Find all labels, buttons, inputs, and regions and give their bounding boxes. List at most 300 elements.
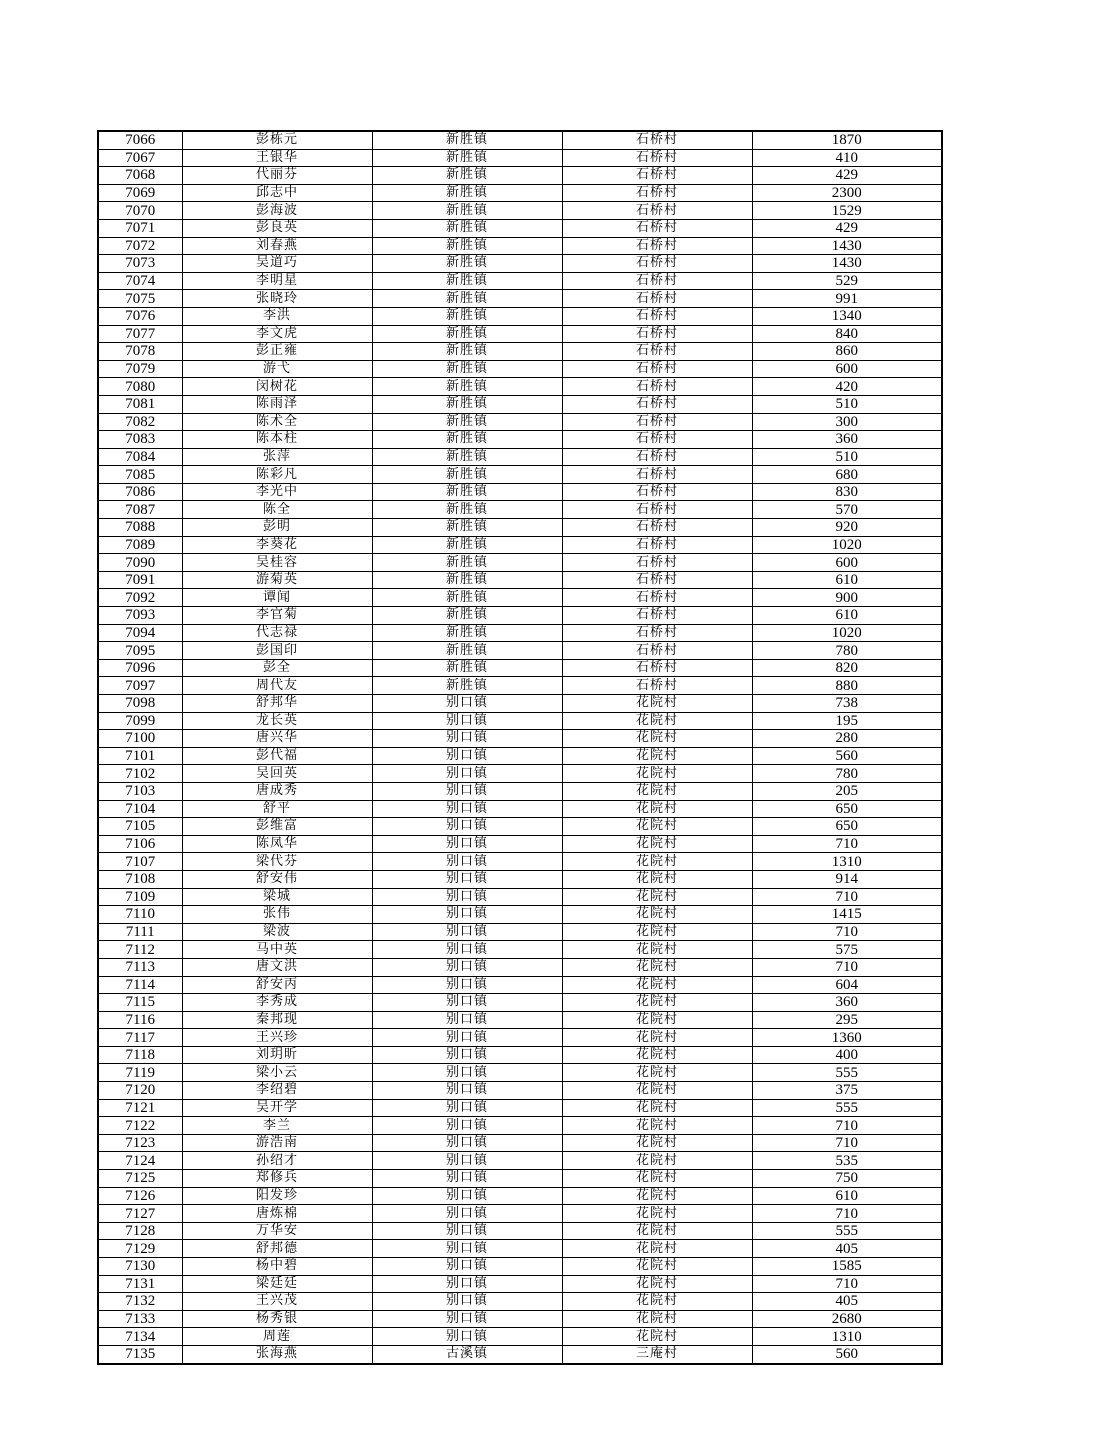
cell-number: 7087 <box>98 501 182 519</box>
cell-amount: 840 <box>752 325 942 343</box>
cell-number: 7132 <box>98 1293 182 1311</box>
table-row <box>98 1170 942 1188</box>
cell-name: 邱志中 <box>182 184 372 202</box>
cell-town: 别口镇 <box>372 958 562 976</box>
cell-name: 刘春燕 <box>182 237 372 255</box>
cell-village: 石桥村 <box>562 325 752 343</box>
cell-name: 李光中 <box>182 483 372 501</box>
cell-name: 吴桂容 <box>182 554 372 572</box>
cell-village: 花院村 <box>562 1222 752 1240</box>
cell-number: 7098 <box>98 695 182 713</box>
cell-town: 别口镇 <box>372 923 562 941</box>
cell-number: 7084 <box>98 448 182 466</box>
cell-village: 花院村 <box>562 994 752 1012</box>
table-row <box>98 255 942 273</box>
cell-amount: 710 <box>752 1134 942 1152</box>
cell-amount: 920 <box>752 519 942 537</box>
cell-amount: 555 <box>752 1064 942 1082</box>
cell-name: 周代友 <box>182 677 372 695</box>
cell-number: 7067 <box>98 149 182 167</box>
cell-amount: 375 <box>752 1082 942 1100</box>
cell-name: 李兰 <box>182 1117 372 1135</box>
cell-name: 万华安 <box>182 1222 372 1240</box>
cell-name: 陈全 <box>182 501 372 519</box>
cell-name: 李洪 <box>182 307 372 325</box>
cell-number: 7131 <box>98 1275 182 1293</box>
cell-number: 7095 <box>98 642 182 660</box>
table-row <box>98 325 942 343</box>
cell-village: 花院村 <box>562 712 752 730</box>
cell-number: 7090 <box>98 554 182 572</box>
cell-name: 唐成秀 <box>182 782 372 800</box>
cell-name: 彭良英 <box>182 219 372 237</box>
cell-village: 石桥村 <box>562 184 752 202</box>
cell-village: 花院村 <box>562 1011 752 1029</box>
cell-amount: 710 <box>752 1275 942 1293</box>
cell-village: 花院村 <box>562 1205 752 1223</box>
cell-town: 别口镇 <box>372 712 562 730</box>
cell-number: 7099 <box>98 712 182 730</box>
cell-town: 别口镇 <box>372 1328 562 1346</box>
cell-name: 梁代芬 <box>182 853 372 871</box>
table-row <box>98 1345 942 1363</box>
cell-village: 石桥村 <box>562 536 752 554</box>
cell-village: 花院村 <box>562 1187 752 1205</box>
cell-village: 花院村 <box>562 1328 752 1346</box>
cell-number: 7075 <box>98 290 182 308</box>
table-row <box>98 1222 942 1240</box>
cell-village: 石桥村 <box>562 131 752 149</box>
table-row <box>98 782 942 800</box>
cell-name: 李明星 <box>182 272 372 290</box>
cell-village: 石桥村 <box>562 307 752 325</box>
cell-name: 张海燕 <box>182 1345 372 1363</box>
cell-number: 7119 <box>98 1064 182 1082</box>
cell-number: 7082 <box>98 413 182 431</box>
cell-town: 新胜镇 <box>372 659 562 677</box>
cell-town: 别口镇 <box>372 1082 562 1100</box>
table-row <box>98 184 942 202</box>
cell-town: 别口镇 <box>372 1187 562 1205</box>
cell-town: 别口镇 <box>372 1011 562 1029</box>
cell-number: 7118 <box>98 1046 182 1064</box>
cell-number: 7068 <box>98 167 182 185</box>
cell-amount: 560 <box>752 1345 942 1363</box>
cell-name: 阳发珍 <box>182 1187 372 1205</box>
cell-amount: 680 <box>752 466 942 484</box>
cell-amount: 295 <box>752 1011 942 1029</box>
cell-village: 石桥村 <box>562 202 752 220</box>
cell-village: 石桥村 <box>562 519 752 537</box>
cell-town: 新胜镇 <box>372 483 562 501</box>
table-row <box>98 413 942 431</box>
cell-number: 7115 <box>98 994 182 1012</box>
cell-village: 石桥村 <box>562 483 752 501</box>
cell-amount: 575 <box>752 941 942 959</box>
cell-amount: 205 <box>752 782 942 800</box>
table-row <box>98 1152 942 1170</box>
table-row <box>98 1205 942 1223</box>
cell-amount: 360 <box>752 431 942 449</box>
cell-name: 王银华 <box>182 149 372 167</box>
cell-amount: 610 <box>752 607 942 625</box>
cell-number: 7094 <box>98 624 182 642</box>
cell-village: 花院村 <box>562 1029 752 1047</box>
cell-village: 石桥村 <box>562 624 752 642</box>
cell-name: 游弋 <box>182 360 372 378</box>
table-row <box>98 131 942 149</box>
cell-number: 7134 <box>98 1328 182 1346</box>
cell-village: 花院村 <box>562 923 752 941</box>
cell-number: 7120 <box>98 1082 182 1100</box>
cell-name: 舒安丙 <box>182 976 372 994</box>
cell-town: 别口镇 <box>372 941 562 959</box>
cell-town: 新胜镇 <box>372 624 562 642</box>
table-row <box>98 519 942 537</box>
cell-town: 新胜镇 <box>372 677 562 695</box>
cell-town: 别口镇 <box>372 800 562 818</box>
cell-name: 周莲 <box>182 1328 372 1346</box>
table-row <box>98 994 942 1012</box>
cell-amount: 610 <box>752 1187 942 1205</box>
cell-number: 7130 <box>98 1258 182 1276</box>
cell-amount: 880 <box>752 677 942 695</box>
cell-town: 新胜镇 <box>372 255 562 273</box>
table-row <box>98 870 942 888</box>
table-row <box>98 677 942 695</box>
cell-amount: 738 <box>752 695 942 713</box>
cell-amount: 2680 <box>752 1310 942 1328</box>
cell-town: 别口镇 <box>372 782 562 800</box>
cell-village: 花院村 <box>562 1134 752 1152</box>
cell-amount: 560 <box>752 747 942 765</box>
table-row <box>98 501 942 519</box>
cell-village: 石桥村 <box>562 607 752 625</box>
cell-amount: 780 <box>752 642 942 660</box>
cell-name: 舒邦华 <box>182 695 372 713</box>
cell-number: 7079 <box>98 360 182 378</box>
cell-village: 石桥村 <box>562 395 752 413</box>
cell-name: 舒平 <box>182 800 372 818</box>
table-row <box>98 1064 942 1082</box>
cell-amount: 555 <box>752 1099 942 1117</box>
cell-number: 7104 <box>98 800 182 818</box>
cell-amount: 750 <box>752 1170 942 1188</box>
cell-number: 7088 <box>98 519 182 537</box>
cell-name: 李官菊 <box>182 607 372 625</box>
table-row <box>98 888 942 906</box>
cell-town: 别口镇 <box>372 747 562 765</box>
cell-number: 7076 <box>98 307 182 325</box>
cell-village: 花院村 <box>562 1046 752 1064</box>
cell-village: 花院村 <box>562 747 752 765</box>
cell-name: 彭海波 <box>182 202 372 220</box>
cell-name: 闵树花 <box>182 378 372 396</box>
cell-town: 新胜镇 <box>372 554 562 572</box>
table-row <box>98 431 942 449</box>
cell-amount: 1529 <box>752 202 942 220</box>
table-row <box>98 536 942 554</box>
cell-amount: 610 <box>752 571 942 589</box>
cell-village: 石桥村 <box>562 571 752 589</box>
cell-amount: 1430 <box>752 255 942 273</box>
cell-town: 别口镇 <box>372 1064 562 1082</box>
cell-village: 石桥村 <box>562 149 752 167</box>
cell-amount: 1020 <box>752 536 942 554</box>
cell-name: 李文虎 <box>182 325 372 343</box>
cell-amount: 360 <box>752 994 942 1012</box>
cell-town: 别口镇 <box>372 1293 562 1311</box>
cell-village: 石桥村 <box>562 237 752 255</box>
cell-town: 别口镇 <box>372 1117 562 1135</box>
cell-number: 7128 <box>98 1222 182 1240</box>
cell-name: 陈本柱 <box>182 431 372 449</box>
cell-amount: 1415 <box>752 906 942 924</box>
cell-town: 别口镇 <box>372 835 562 853</box>
cell-number: 7081 <box>98 395 182 413</box>
cell-number: 7097 <box>98 677 182 695</box>
cell-name: 李葵花 <box>182 536 372 554</box>
cell-village: 花院村 <box>562 800 752 818</box>
cell-town: 新胜镇 <box>372 202 562 220</box>
cell-village: 花院村 <box>562 1099 752 1117</box>
cell-amount: 1310 <box>752 1328 942 1346</box>
cell-town: 别口镇 <box>372 765 562 783</box>
cell-town: 别口镇 <box>372 1099 562 1117</box>
table-row <box>98 1134 942 1152</box>
cell-amount: 710 <box>752 1117 942 1135</box>
table-row <box>98 1275 942 1293</box>
cell-village: 石桥村 <box>562 448 752 466</box>
cell-village: 花院村 <box>562 1293 752 1311</box>
cell-village: 花院村 <box>562 941 752 959</box>
table-row <box>98 571 942 589</box>
cell-town: 新胜镇 <box>372 149 562 167</box>
table-row <box>98 941 942 959</box>
table-row <box>98 607 942 625</box>
table-row <box>98 378 942 396</box>
cell-town: 新胜镇 <box>372 607 562 625</box>
cell-village: 花院村 <box>562 765 752 783</box>
cell-town: 新胜镇 <box>372 466 562 484</box>
cell-number: 7110 <box>98 906 182 924</box>
cell-amount: 535 <box>752 1152 942 1170</box>
table-row <box>98 307 942 325</box>
cell-town: 新胜镇 <box>372 395 562 413</box>
cell-name: 代丽芬 <box>182 167 372 185</box>
cell-number: 7069 <box>98 184 182 202</box>
cell-number: 7086 <box>98 483 182 501</box>
cell-name: 彭代福 <box>182 747 372 765</box>
cell-number: 7125 <box>98 1170 182 1188</box>
cell-name: 吴道巧 <box>182 255 372 273</box>
cell-amount: 820 <box>752 659 942 677</box>
table-row <box>98 1029 942 1047</box>
cell-village: 石桥村 <box>562 413 752 431</box>
cell-town: 别口镇 <box>372 1275 562 1293</box>
table-row <box>98 1117 942 1135</box>
cell-number: 7102 <box>98 765 182 783</box>
cell-name: 梁小云 <box>182 1064 372 1082</box>
cell-village: 石桥村 <box>562 501 752 519</box>
cell-number: 7085 <box>98 466 182 484</box>
cell-number: 7106 <box>98 835 182 853</box>
table-row <box>98 1099 942 1117</box>
cell-name: 张伟 <box>182 906 372 924</box>
cell-town: 新胜镇 <box>372 237 562 255</box>
cell-number: 7092 <box>98 589 182 607</box>
cell-number: 7103 <box>98 782 182 800</box>
cell-amount: 991 <box>752 290 942 308</box>
cell-number: 7073 <box>98 255 182 273</box>
cell-town: 新胜镇 <box>372 571 562 589</box>
cell-town: 新胜镇 <box>372 501 562 519</box>
table-row <box>98 923 942 941</box>
cell-amount: 510 <box>752 448 942 466</box>
cell-village: 花院村 <box>562 1064 752 1082</box>
cell-name: 王兴茂 <box>182 1293 372 1311</box>
cell-town: 新胜镇 <box>372 448 562 466</box>
cell-amount: 429 <box>752 219 942 237</box>
cell-number: 7105 <box>98 818 182 836</box>
cell-number: 7129 <box>98 1240 182 1258</box>
table-row <box>98 483 942 501</box>
cell-amount: 710 <box>752 1205 942 1223</box>
cell-amount: 604 <box>752 976 942 994</box>
table-row <box>98 818 942 836</box>
cell-town: 别口镇 <box>372 976 562 994</box>
table-row <box>98 800 942 818</box>
cell-town: 别口镇 <box>372 730 562 748</box>
cell-number: 7078 <box>98 343 182 361</box>
cell-village: 石桥村 <box>562 378 752 396</box>
table-row <box>98 149 942 167</box>
table-row <box>98 466 942 484</box>
cell-village: 花院村 <box>562 958 752 976</box>
cell-number: 7083 <box>98 431 182 449</box>
table-row <box>98 395 942 413</box>
cell-name: 彭明 <box>182 519 372 537</box>
table-row <box>98 237 942 255</box>
table-row <box>98 906 942 924</box>
cell-name: 梁廷廷 <box>182 1275 372 1293</box>
cell-village: 花院村 <box>562 695 752 713</box>
table-row <box>98 219 942 237</box>
cell-number: 7071 <box>98 219 182 237</box>
cell-town: 别口镇 <box>372 853 562 871</box>
cell-town: 别口镇 <box>372 888 562 906</box>
cell-village: 石桥村 <box>562 677 752 695</box>
cell-town: 新胜镇 <box>372 378 562 396</box>
cell-name: 孙绍才 <box>182 1152 372 1170</box>
cell-town: 别口镇 <box>372 1046 562 1064</box>
cell-village: 石桥村 <box>562 167 752 185</box>
cell-amount: 914 <box>752 870 942 888</box>
cell-amount: 600 <box>752 360 942 378</box>
cell-number: 7114 <box>98 976 182 994</box>
cell-town: 别口镇 <box>372 1240 562 1258</box>
cell-amount: 860 <box>752 343 942 361</box>
cell-village: 花院村 <box>562 853 752 871</box>
cell-amount: 1310 <box>752 853 942 871</box>
cell-name: 舒安伟 <box>182 870 372 888</box>
cell-amount: 1870 <box>752 131 942 149</box>
cell-amount: 405 <box>752 1240 942 1258</box>
cell-number: 7116 <box>98 1011 182 1029</box>
cell-village: 花院村 <box>562 818 752 836</box>
cell-number: 7093 <box>98 607 182 625</box>
cell-number: 7123 <box>98 1134 182 1152</box>
cell-village: 花院村 <box>562 835 752 853</box>
cell-amount: 410 <box>752 149 942 167</box>
cell-number: 7074 <box>98 272 182 290</box>
cell-town: 别口镇 <box>372 695 562 713</box>
table-row <box>98 712 942 730</box>
table-row <box>98 1258 942 1276</box>
cell-amount: 510 <box>752 395 942 413</box>
cell-number: 7089 <box>98 536 182 554</box>
cell-town: 别口镇 <box>372 906 562 924</box>
cell-town: 别口镇 <box>372 1258 562 1276</box>
cell-name: 彭国印 <box>182 642 372 660</box>
cell-name: 马中英 <box>182 941 372 959</box>
cell-name: 吴开学 <box>182 1099 372 1117</box>
cell-village: 花院村 <box>562 782 752 800</box>
cell-village: 花院村 <box>562 1310 752 1328</box>
cell-name: 李绍碧 <box>182 1082 372 1100</box>
cell-town: 别口镇 <box>372 1134 562 1152</box>
cell-village: 花院村 <box>562 730 752 748</box>
cell-name: 彭维富 <box>182 818 372 836</box>
cell-number: 7066 <box>98 131 182 149</box>
table-row <box>98 1046 942 1064</box>
cell-town: 古溪镇 <box>372 1345 562 1363</box>
table-row <box>98 554 942 572</box>
cell-town: 别口镇 <box>372 1310 562 1328</box>
table-row <box>98 1240 942 1258</box>
cell-number: 7080 <box>98 378 182 396</box>
cell-number: 7124 <box>98 1152 182 1170</box>
cell-village: 花院村 <box>562 1117 752 1135</box>
cell-town: 新胜镇 <box>372 219 562 237</box>
table-row <box>98 765 942 783</box>
cell-name: 陈术全 <box>182 413 372 431</box>
table-row <box>98 1310 942 1328</box>
cell-number: 7091 <box>98 571 182 589</box>
cell-name: 梁城 <box>182 888 372 906</box>
cell-village: 石桥村 <box>562 219 752 237</box>
table-row <box>98 360 942 378</box>
cell-name: 彭栋元 <box>182 131 372 149</box>
table-row <box>98 343 942 361</box>
cell-name: 李秀成 <box>182 994 372 1012</box>
cell-number: 7133 <box>98 1310 182 1328</box>
cell-name: 陈雨泽 <box>182 395 372 413</box>
cell-amount: 1360 <box>752 1029 942 1047</box>
table-row <box>98 589 942 607</box>
table-body <box>98 131 942 1364</box>
cell-number: 7135 <box>98 1345 182 1363</box>
cell-amount: 600 <box>752 554 942 572</box>
cell-name: 杨秀银 <box>182 1310 372 1328</box>
cell-village: 石桥村 <box>562 343 752 361</box>
cell-name: 唐炼棉 <box>182 1205 372 1223</box>
cell-number: 7127 <box>98 1205 182 1223</box>
cell-amount: 900 <box>752 589 942 607</box>
data-table <box>97 130 943 1365</box>
cell-name: 吴回英 <box>182 765 372 783</box>
cell-village: 石桥村 <box>562 466 752 484</box>
